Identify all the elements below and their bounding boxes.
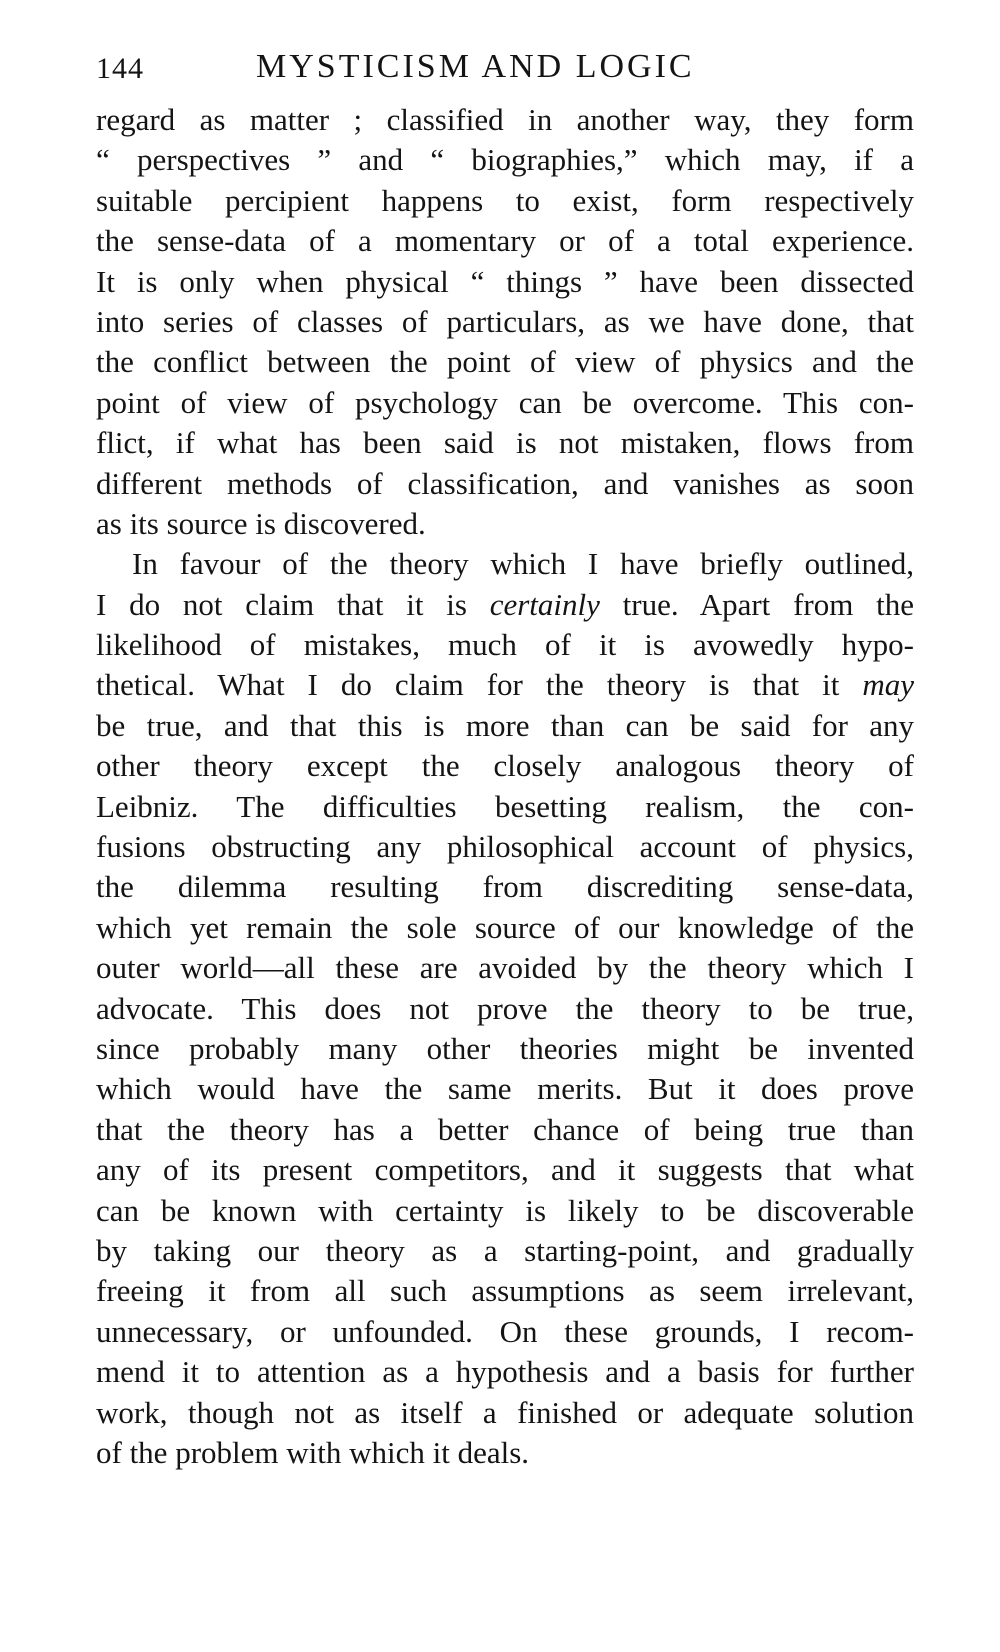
text-line: since probably many other theories might be invented [96, 1030, 914, 1066]
text-line: Leibniz. The difficulties besetting realism, the con- [96, 788, 914, 824]
text-line: likelihood of mistakes, much of it is avowedly hypo- [96, 627, 914, 663]
emphasized-word: may [862, 667, 914, 703]
paragraph [96, 100, 914, 544]
text-line: the sense-data of a momentary or of a total experience. [96, 223, 914, 259]
paragraph [96, 544, 914, 1473]
text-line: that the theory has a better chance of being true than [96, 1111, 914, 1147]
text-line: other theory except the closely analogous theory of [96, 748, 914, 784]
text-line: the dilemma resulting from discrediting sense-data, [96, 869, 914, 905]
text-line: which would have the same merits. But it does prove [96, 1071, 914, 1107]
text-line: mend it to attention as a hypothesis and a basis for further [96, 1354, 914, 1390]
book-page [96, 48, 914, 1473]
text-line: advocate. This does not prove the theory to be true, [96, 990, 914, 1026]
body-text [96, 100, 914, 1473]
text-line: by taking our theory as a starting-point, and gradually [96, 1232, 914, 1268]
text-line: be true, and that this is more than can be said for any [96, 707, 914, 743]
text-line: of the problem with which it deals. [96, 1434, 530, 1470]
text-line: unnecessary, or unfounded. On these grounds, I recom- [96, 1313, 914, 1349]
text-line: the conflict between the point of view of physics and the [96, 344, 914, 380]
page-header [96, 48, 914, 100]
text-line: into series of classes of particulars, as we have done, that [96, 303, 914, 339]
text-line [96, 665, 914, 705]
text-segment: true. Apart from the [599, 586, 914, 622]
text-line: It is only when physical “ things ” have been dissected [96, 263, 914, 299]
emphasized-word: certainly [489, 586, 600, 622]
text-line: point of view of psychology can be overcome. This con- [96, 384, 914, 420]
text-line: fusions obstructing any philosophical account of physics, [96, 829, 914, 865]
page-number: 144 [96, 52, 144, 85]
text-segment: I do not claim that it is [96, 586, 490, 622]
text-line: any of its present competitors, and it suggests that what [96, 1152, 914, 1188]
text-line: outer world—all these are avoided by the theory which I [96, 950, 914, 986]
text-line: as its source is discovered. [96, 505, 426, 541]
text-line: freeing it from all such assumptions as seem irrelevant, [96, 1273, 914, 1309]
text-line [96, 585, 914, 625]
text-line: can be known with certainty is likely to be discoverable [96, 1192, 914, 1228]
text-segment: thetical. What I do claim for the theory is that it [96, 667, 863, 703]
text-line: In favour of the theory which I have briefly outlined, [132, 546, 914, 582]
text-line: “ perspectives ” and “ biographies,” which may, if a [96, 142, 914, 178]
text-line: suitable percipient happens to exist, form respectively [96, 182, 914, 218]
running-title: MYSTICISM AND LOGIC [256, 48, 695, 85]
text-line: regard as matter ; classified in another way, they form [96, 102, 914, 137]
text-line: flict, if what has been said is not mistaken, flows from [96, 425, 914, 461]
text-line: different methods of classification, and vanishes as soon [96, 465, 914, 501]
text-line: work, though not as itself a finished or adequate solution [96, 1394, 914, 1430]
text-line: which yet remain the sole source of our knowledge of the [96, 909, 914, 945]
